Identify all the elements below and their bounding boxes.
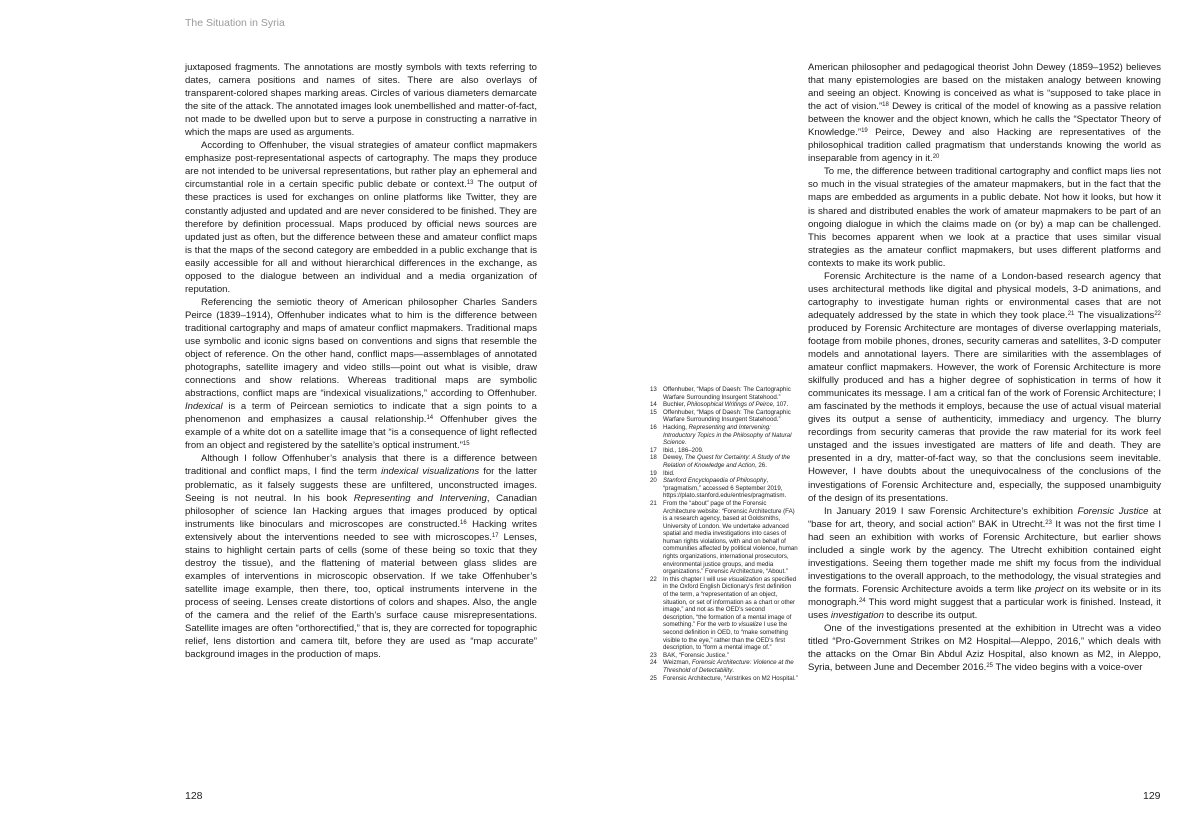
footnote-text: Ibid. bbox=[663, 469, 675, 477]
footnote-text: Buchler, Philosophical Writings of Peirce, 107. bbox=[663, 401, 789, 409]
right-paragraph-5: One of the investigations presented at the exhibition in Utrecht was a video titled “Pro-Government Strikes on M2 Hospital—Aleppo, 2016,” which deals with the attacks on the Omar Bin Abdul Aziz Hospital, also known as M2, in Aleppo, Syria, between June and December 2016.25 The video begins with a voice-over bbox=[808, 623, 1161, 674]
footnote-number: 25 bbox=[650, 674, 657, 682]
footnote-text: In this chapter I will use visualization as specified in the Oxford English Dictionary’s first definition of the term, a “representation of an object, situation, or set of information as a chart or other image,” and not as the OED’s second description, “the formation of a mental image of something.” For the verb to visualize I use the second definition in OED, to “make something visible to the eye,” rather than the OED’s first description, to “form a mental image of.” bbox=[663, 575, 797, 652]
footnote bbox=[650, 401, 798, 409]
footnote bbox=[650, 652, 798, 660]
footnote-number: 24 bbox=[650, 659, 657, 667]
left-paragraph-2: According to Offenhuber, the visual strategies of amateur conflict mapmakers emphasize post-representational aspects of cartography. The maps they produce are not intended to be universal representations, but rather play an ephemeral and circumstantial role in a certain specific public debate or context.$^{13}$ The output of these practices is used for exchanges on online platforms like Twitter, they are constantly adjusted and updated and are never considered to be finished. They are therefore by definition processual. Maps produced by official news sources are updated just as often, but the difference between these and amateur conflict maps is that the maps of the second category are embedded in a public exchange that is easily accessible for all and without hierarchical differences in the exchange, as opposed to the dialogue between an individual and a media organization of reputation. bbox=[185, 140, 537, 295]
footnote-number: 16 bbox=[650, 423, 657, 431]
footnote-text: Ibid., 186–209. bbox=[663, 446, 704, 454]
footnote-number: 23 bbox=[650, 651, 657, 659]
footnote bbox=[650, 500, 798, 576]
right-paragraph-3: Forensic Architecture is the name of a London-based research agency that uses architectural methods like digital and physical models, 3-D animations, and cartography to investigate human rights or environmental cases that are not adequately addressed by the state in which they took place.$^{21}$ The visualizations$^{22}$ produced by Forensic Architecture are montages of diverse overlapping materials, footage from mobile phones, drones, security cameras and satellites, 3-D computer models and annotational layers. There are similarities with the assemblages of amateur conflict mapmakers. However, the work of Forensic Architecture is more skilfully produced and has a higher degree of sophistication in terms of how it communicates its message. I am a critical fan of the work of Forensic Architecture; I am fascinated by the methods it employs, because the use of actual visual material gives its output a sense of authenticity, immediacy and urgency. The blurry recordings from security cameras that provide the raw material for its work feel unstaged and the issues investigated are matters of life and death. They are presented in a dry, matter-of-fact way, so that the conclusions seem inevitable. However, I have doubts about the unequivocalness of the conclusions of the investigations of Forensic Architecture and, especially, the supposed unambiguity of the design of its presentations. bbox=[808, 270, 1161, 504]
footnote-number: 17 bbox=[650, 446, 657, 454]
footnote bbox=[650, 454, 798, 469]
page-number-left: 128 bbox=[185, 790, 203, 802]
footnote-text: BAK, “Forensic Justice.” bbox=[663, 651, 729, 659]
left-paragraph-3: Referencing the semiotic theory of American philosopher Charles Sanders Peirce (1839–1914), Offenhuber indicates what to him is the difference between traditional cartography and maps of amateur conflict mapmakers. Traditional maps use symbolic and iconic signs based on conventions and signs that resemble the object of reference. On the other hand, conflict maps—assemblages of annotated photographs, satellite imagery and video stills—point out what is visible, draw connections and show relations. Whereas traditional maps are symbolic abstractions, conflict maps are “indexical visualizations,” according to Offenhuber. Indexical is a term of Peircean semiotics to indicate that a sign points to a phenomenon and emphasizes a causal relationship.$^{14}$ Offenhuber gives the example of a white dot on a satellite image that “is a consequence of light reflected from an object and registered by the satellite’s optical instrument.”$^{15}$ bbox=[185, 296, 537, 452]
left-column-body bbox=[185, 61, 537, 661]
footnote-number: 13 bbox=[650, 386, 657, 393]
footnote-text: Stanford Encyclopaedia of Philosophy, “pragmatism,” accessed 6 September 2019, https://plato.stanford.edu/entries/pragmatism. bbox=[663, 477, 787, 500]
footnote-text: Weizman, Forensic Architecture: Violence at the Threshold of Detectability. bbox=[663, 659, 794, 674]
footnote-text: Offenhuber, “Maps of Daesh: The Cartographic Warfare Surrounding Insurgent Statehood.” bbox=[663, 386, 791, 401]
footnote bbox=[650, 477, 798, 500]
footnote-number: 18 bbox=[650, 454, 657, 462]
footnote bbox=[650, 470, 798, 478]
footnote-text: Forensic Architecture, “Airstrikes on M2 Hospital.” bbox=[663, 674, 798, 682]
footnote-number: 15 bbox=[650, 408, 657, 416]
footnote bbox=[650, 424, 798, 447]
right-paragraph-1: American philosopher and pedagogical theorist John Dewey (1859–1952) believes that many epistemologies are based on the mistaken analogy between knowing and seeing an object. Knowing is conceived as what is “supposed to take place in the act of vision.”$^{18}$ Dewey is critical of the model of knowing as a passive relation between the knower and the object known, which he calls the “Spectator Theory of Knowledge.”$^{19}$ Peirce, Dewey and also Hacking are representatives of the philosophical tradition called pragmatism that understands knowing the world as inseparable from agency in it.$^{20}$ bbox=[808, 62, 1161, 165]
footnote-text: From the “about” page of the Forensic Architecture website: “Forensic Architecture (FA) is a research agency, based at Goldsmiths, University of London. We undertake advanced spatial and media investigations into cases of human rights violations, with and on behalf of communities affected by political violence, human rights organizations, international prosecutors, environmental justice groups, and media organizations.” Forensic Architecture, “About.” bbox=[663, 499, 798, 576]
footnote bbox=[650, 386, 798, 401]
footnote-number: 20 bbox=[650, 477, 657, 485]
footnote-text: Hacking, Representing and Intervening: Introductory Topics in the Philosophy of Natural Science. bbox=[663, 423, 792, 447]
left-paragraph-1: juxtaposed fragments. The annotations are mostly symbols with texts referring to dates, camera positions and names of sites. There are also overlays of transparent-colored shapes marking areas. Circles of various diameters demarcate the site of the attack. The annotated images look unembellished and matter-of-fact, not made to be dwelled upon but to serve a purpose in constructing a narrative in which the maps are used as arguments. bbox=[185, 62, 537, 139]
footnote-number: 19 bbox=[650, 469, 657, 477]
footnote-text: Dewey, The Quest for Certainty: A Study of the Relation of Knowledge and Action, 26. bbox=[663, 454, 791, 469]
left-paragraph-4: Although I follow Offenhuber’s analysis that there is a difference between traditional and conflict maps, I find the term indexical visualizations for the latter problematic, as it falsely suggests these are unfiltered, unconstructed images. Seeing is not neutral. In his book Representing and Intervening, Canadian philosopher of science Ian Hacking argues that images produced by optical instruments like binoculars and microscopes are constructed.$^{16}$ Hacking writes extensively about the interventions needed to see with microscopes.$^{17}$ Lenses, stains to highlight certain parts of cells (some of these being so toxic that they destroy the tissue), and the flattening of material between glass slides are examples of interventions in microscopic observation. If we take Offenhuber’s satellite image example, then there, too, optical instruments intervene in the process of seeing. Lenses create distortions of colors and shapes. Also, the angle of the camera and the relief of the Earth’s surface cause misrepresentations. Satellite images are often “orthorectified,” that is, they are corrected for topographic relief, lens distortion and camera tilt, before they are used as “map accurate” background images in the production of maps. bbox=[185, 453, 537, 661]
footnotes bbox=[650, 386, 798, 682]
running-head: The Situation in Syria bbox=[185, 17, 285, 29]
right-paragraph-2: To me, the difference between traditional cartography and conflict maps lies not so much in the visual strategies of the amateur mapmakers, but in the fact that the maps are embedded as arguments in a public debate. Not how it looks, but how it is shared and distributed enables the work of amateur mapmakers to be part of an ongoing dialogue in which the claims made on (or by) a map can be challenged. This becomes apparent when we look at a practice that uses similar visual strategies as the amateur conflict mapmakers, but uses different platforms and contexts to make its work public. bbox=[808, 166, 1161, 269]
footnote-number: 21 bbox=[650, 499, 657, 507]
footnote-number: 14 bbox=[650, 401, 657, 409]
footnote bbox=[650, 409, 798, 424]
page-number-right: 129 bbox=[1143, 790, 1161, 802]
footnote bbox=[650, 447, 798, 455]
footnote bbox=[650, 576, 798, 652]
footnote-number: 22 bbox=[650, 575, 657, 583]
footnote-text: Offenhuber, “Maps of Daesh: The Cartographic Warfare Surrounding Insurgent Statehood.” bbox=[663, 408, 791, 424]
right-paragraph-4: In January 2019 I saw Forensic Architecture’s exhibition Forensic Justice at “base for art, theory, and social action” BAK in Utrecht.$^{23}$ It was not the first time I had seen an exhibition with works of Forensic Architecture, but earlier shows included a single work by the agency. The Utrecht exhibition contained eight investigations. Seeing them together made me shift my focus from the individual investigations to the overall approach, to the methodology, the visual strategies and the formats. Forensic Architecture avoids a term like project on its website or in its monograph.$^{24}$ This word might suggest that a particular work is finished. Instead, it uses investigation to describe its output. bbox=[808, 505, 1161, 621]
right-column-body bbox=[808, 61, 1161, 674]
footnote bbox=[650, 659, 798, 674]
footnote bbox=[650, 675, 798, 683]
